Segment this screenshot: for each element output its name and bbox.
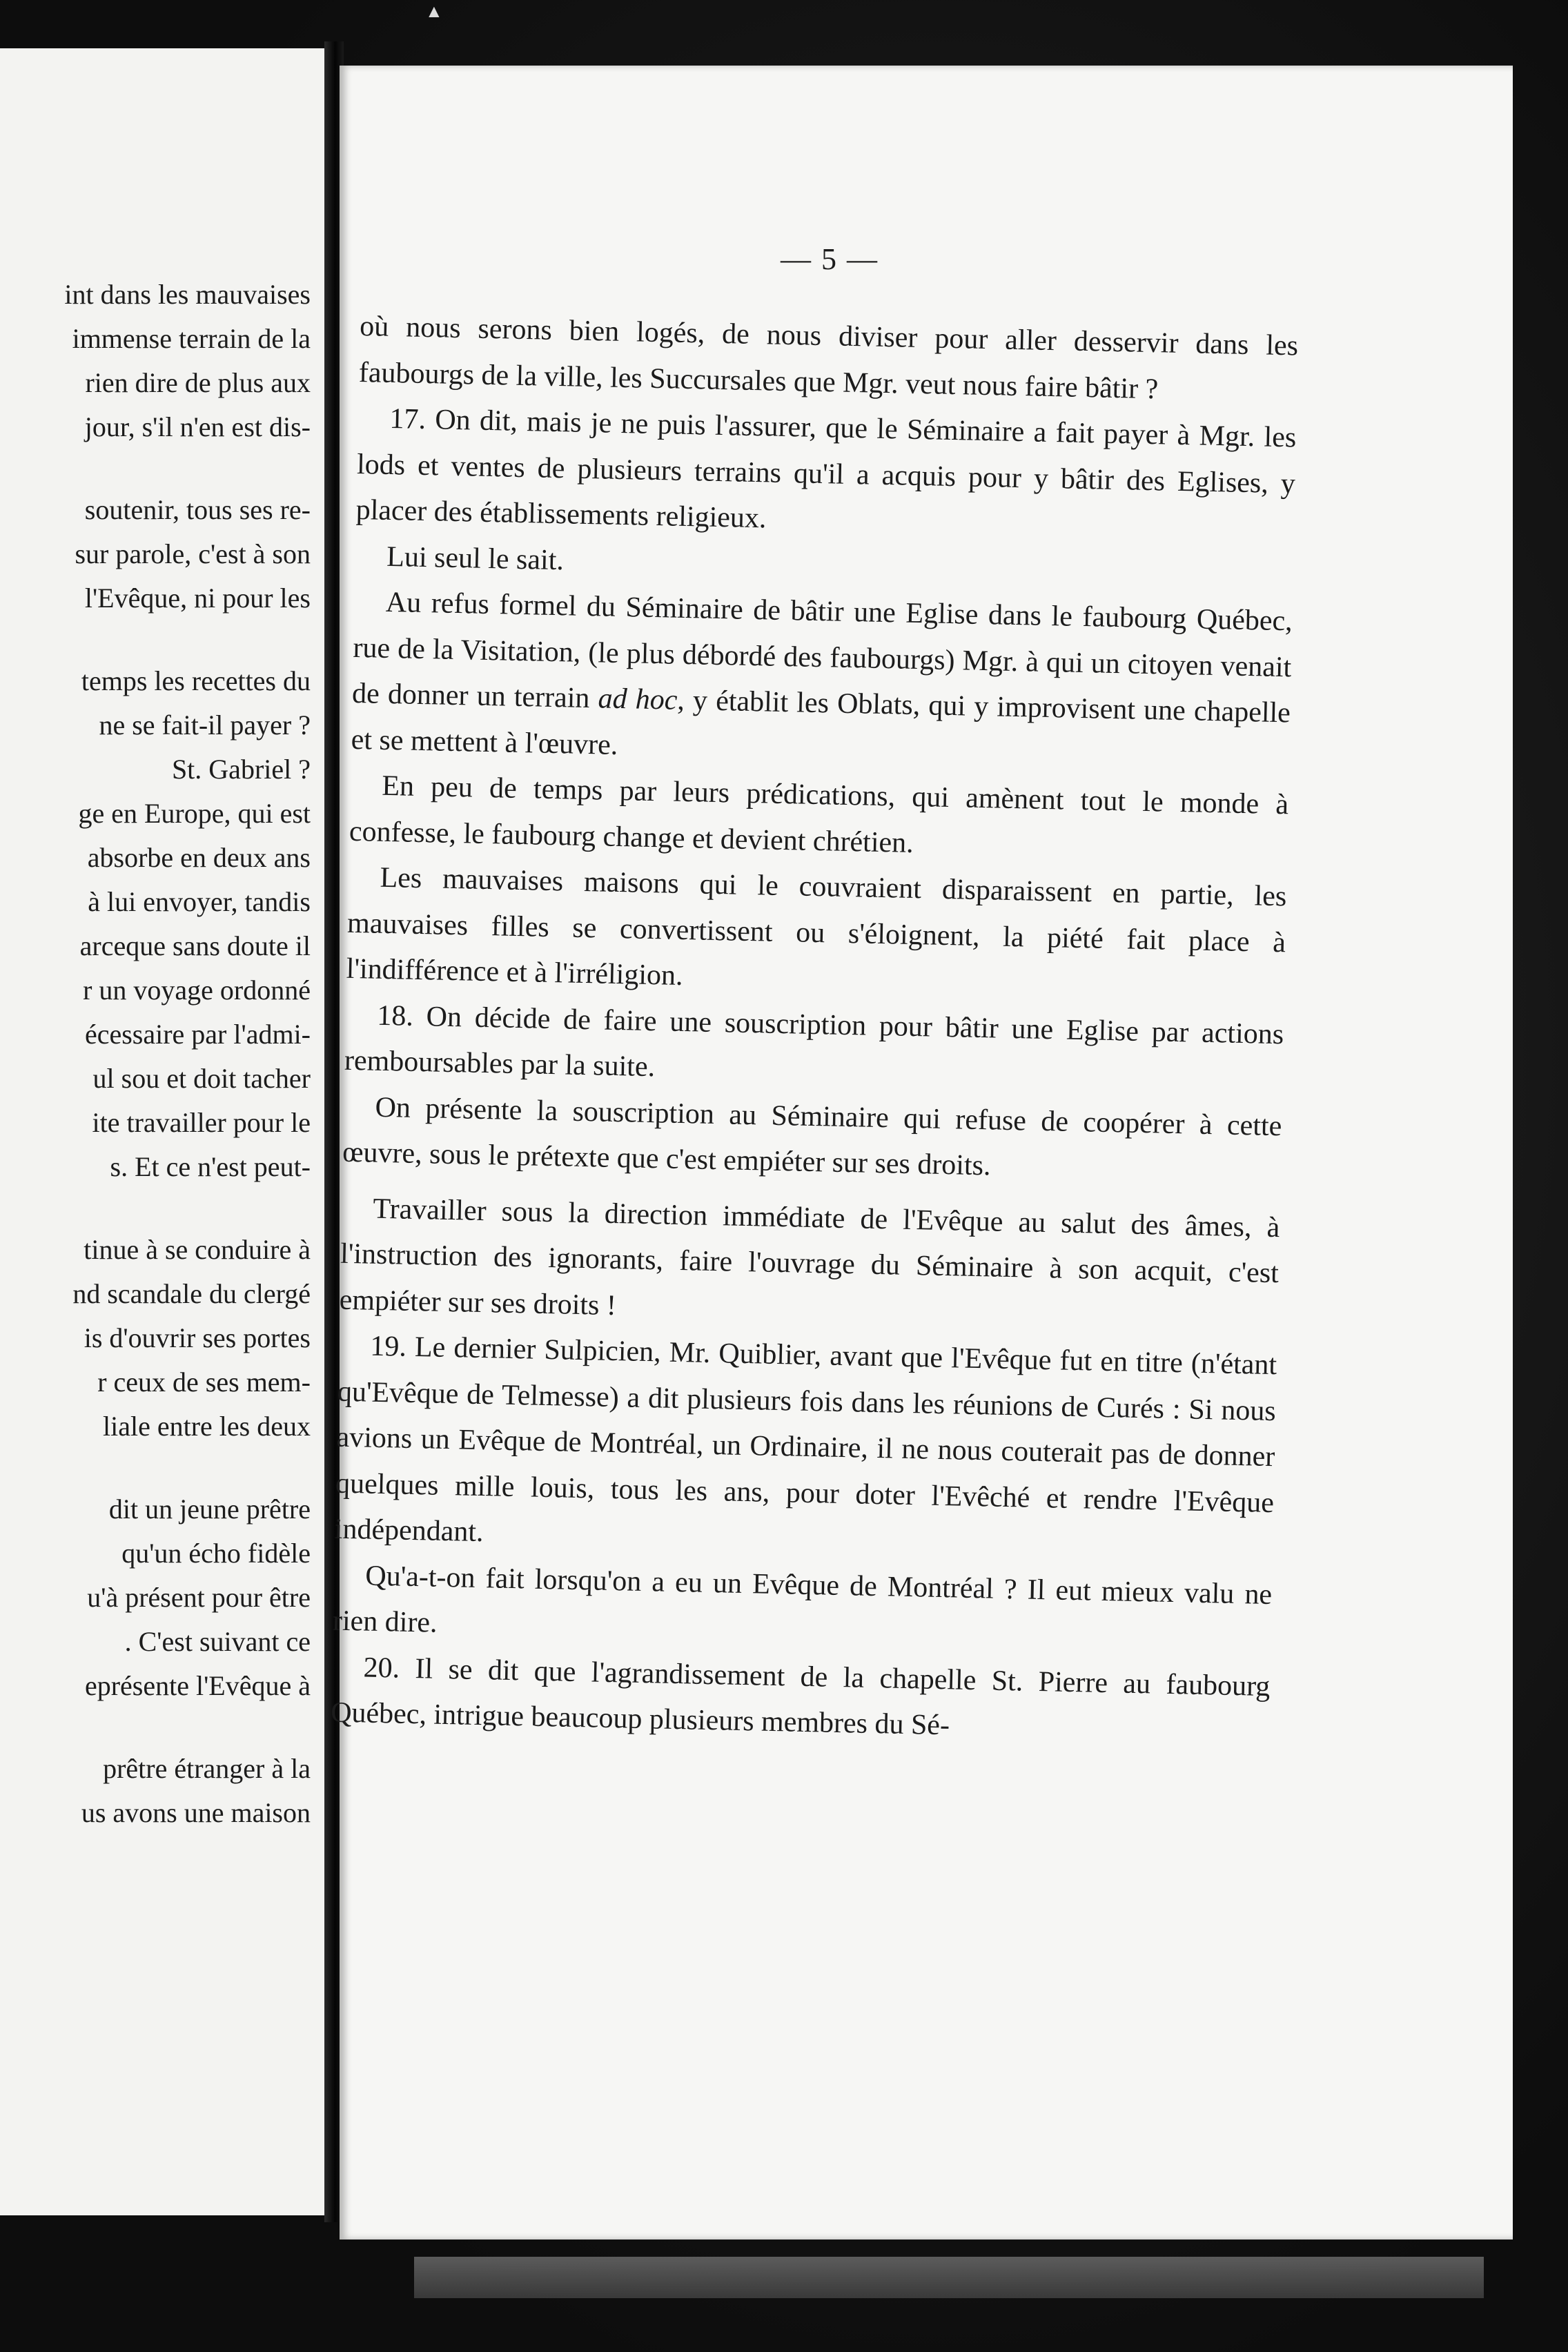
paragraph: où nous serons bien logés, de nous diviser pour aller desservir dans les faubourgs de la ville, les Succursales que Mgr. veut nous faire bâtir ? [358,310,1299,405]
left-page-line: int dans les mauvaises [64,279,311,310]
left-page-line: à lui envoyer, tandis [88,886,311,917]
paragraph: En peu de temps par leurs prédications, qui amènent tout le monde à confesse, le faubourg change et devient chrétien. [349,770,1289,859]
left-page-line: ne se fait-il payer ? [99,709,311,741]
left-page-line: sur parole, c'est à son [75,538,311,569]
paragraph: Au refus formel du Séminaire de bâtir une Eglise dans le faubourg Québec, rue de la Visitation, (le plus débordé des faubourgs) Mgr. à qui un citoyen venait de donner un terrain ad hoc, y établit les Oblats, qui y improvisent une chapelle et se mettent à l'œuvre. [351,586,1293,761]
paragraph: 17. On dit, mais je ne puis l'assurer, que le Séminaire a fait payer à Mgr. les lods et ventes de plusieurs terrains qu'il a acquis pour y bâtir des Eglises, y placer des établissements religieux. [355,402,1297,535]
left-page-line: écessaire par l'admi- [84,1019,311,1050]
left-page-line: absorbe en deux ans [87,842,311,873]
left-page-line: rien dire de plus aux [85,367,311,398]
left-page-line: . C'est suivant ce [124,1626,311,1657]
left-page-line: arceque sans doute il [79,930,311,961]
left-page-line: prêtre étranger à la [103,1753,311,1784]
left-page-line: us avons une maison [81,1797,311,1828]
left-page-line: ge en Europe, qui est [78,798,311,829]
left-page-line: s. Et ce n'est peut- [110,1151,311,1182]
body-text [331,304,1299,1756]
left-page-line: jour, s'il n'en est dis- [84,411,311,442]
left-page-line: dit un jeune prêtre [108,1493,311,1525]
left-page-line: nd scandale du clergé [72,1278,311,1309]
left-page-line: liale entre les deux [103,1411,311,1442]
scan-artifact-mark: ▲ [425,1,443,21]
paragraph: Les mauvaises maisons qui le couvraient disparaissent en partie, les mauvaises filles se convertissent ou s'éloignent, la piété fait place à l'indifférence et à l'irréligion. [346,861,1287,992]
left-page-line: qu'un écho fidèle [121,1538,311,1569]
paragraph: 20. Il se dit que l'agrandissement de la chapelle St. Pierre au faubourg Québec, intrigue beaucoup plusieurs membres du Sé- [330,1652,1271,1742]
paragraph: Qu'a-t-on fait lorsqu'on a eu un Evêque de Montréal ? Il eut mieux valu ne rien dire. [332,1560,1273,1639]
paragraph: 19. Le dernier Sulpicien, Mr. Quiblier, avant que l'Evêque fut en titre (n'étant qu'Evêque de Telmesse) a dit plusieurs fois dans les réunions de Curés : Si nous avions un Evêque de Montréal, un Ordinaire, il ne nous couterait pas de donner quelques mille louis, tous les ans, pour doter l'Evêché et rendre l'Evêque indépendant. [334,1330,1277,1549]
left-page-line [0,1708,311,1747]
left-page-line: r un voyage ordonné [83,974,311,1006]
paragraph: Lui seul le sait. [386,540,565,576]
left-page-line: immense terrain de la [72,323,311,354]
left-page-line: u'à présent pour être [87,1582,311,1613]
left-page-line: l'Evêque, ni pour les [84,582,311,614]
left-page-line: r ceux de ses mem- [97,1366,311,1398]
left-page-line [0,449,311,488]
left-page-line: ite travailler pour le [92,1107,311,1138]
paragraph: 18. On décide de faire une souscription pour bâtir une Eglise par actions remboursables par la suite. [344,999,1284,1084]
paragraph: On présente la souscription au Séminaire qui refuse de coopérer à cette œuvre, sous le prétexte que c'est empiéter sur ses droits. [342,1091,1282,1182]
left-page-line [0,620,311,659]
left-page-text-column [0,273,311,1835]
left-page-line: tinue à se conduire à [84,1234,311,1265]
left-page-line [0,1449,311,1487]
left-page-line: is d'ouvrir ses portes [84,1322,311,1353]
right-page [330,66,1513,2240]
left-page-fragment [0,48,331,2215]
left-page-line: temps les recettes du [81,665,311,696]
left-page-line: St. Gabriel ? [171,754,311,785]
left-page-line: soutenir, tous ses re- [84,494,311,525]
italic-latin-phrase: ad hoc [598,683,678,716]
left-page-line: eprésente l'Evêque à [84,1670,311,1701]
left-page-line: ul sou et doit tacher [92,1063,311,1094]
scan-edge-strip [414,2257,1484,2298]
page-number: — 5 — [781,242,879,276]
left-page-line [0,1189,311,1228]
paragraph: Travailler sous la direction immédiate de l'Evêque au salut des âmes, à l'instruction des ignorants, faire l'ouvrage du Séminaire à son acquit, c'est empiéter sur ses droits ! [339,1193,1280,1322]
